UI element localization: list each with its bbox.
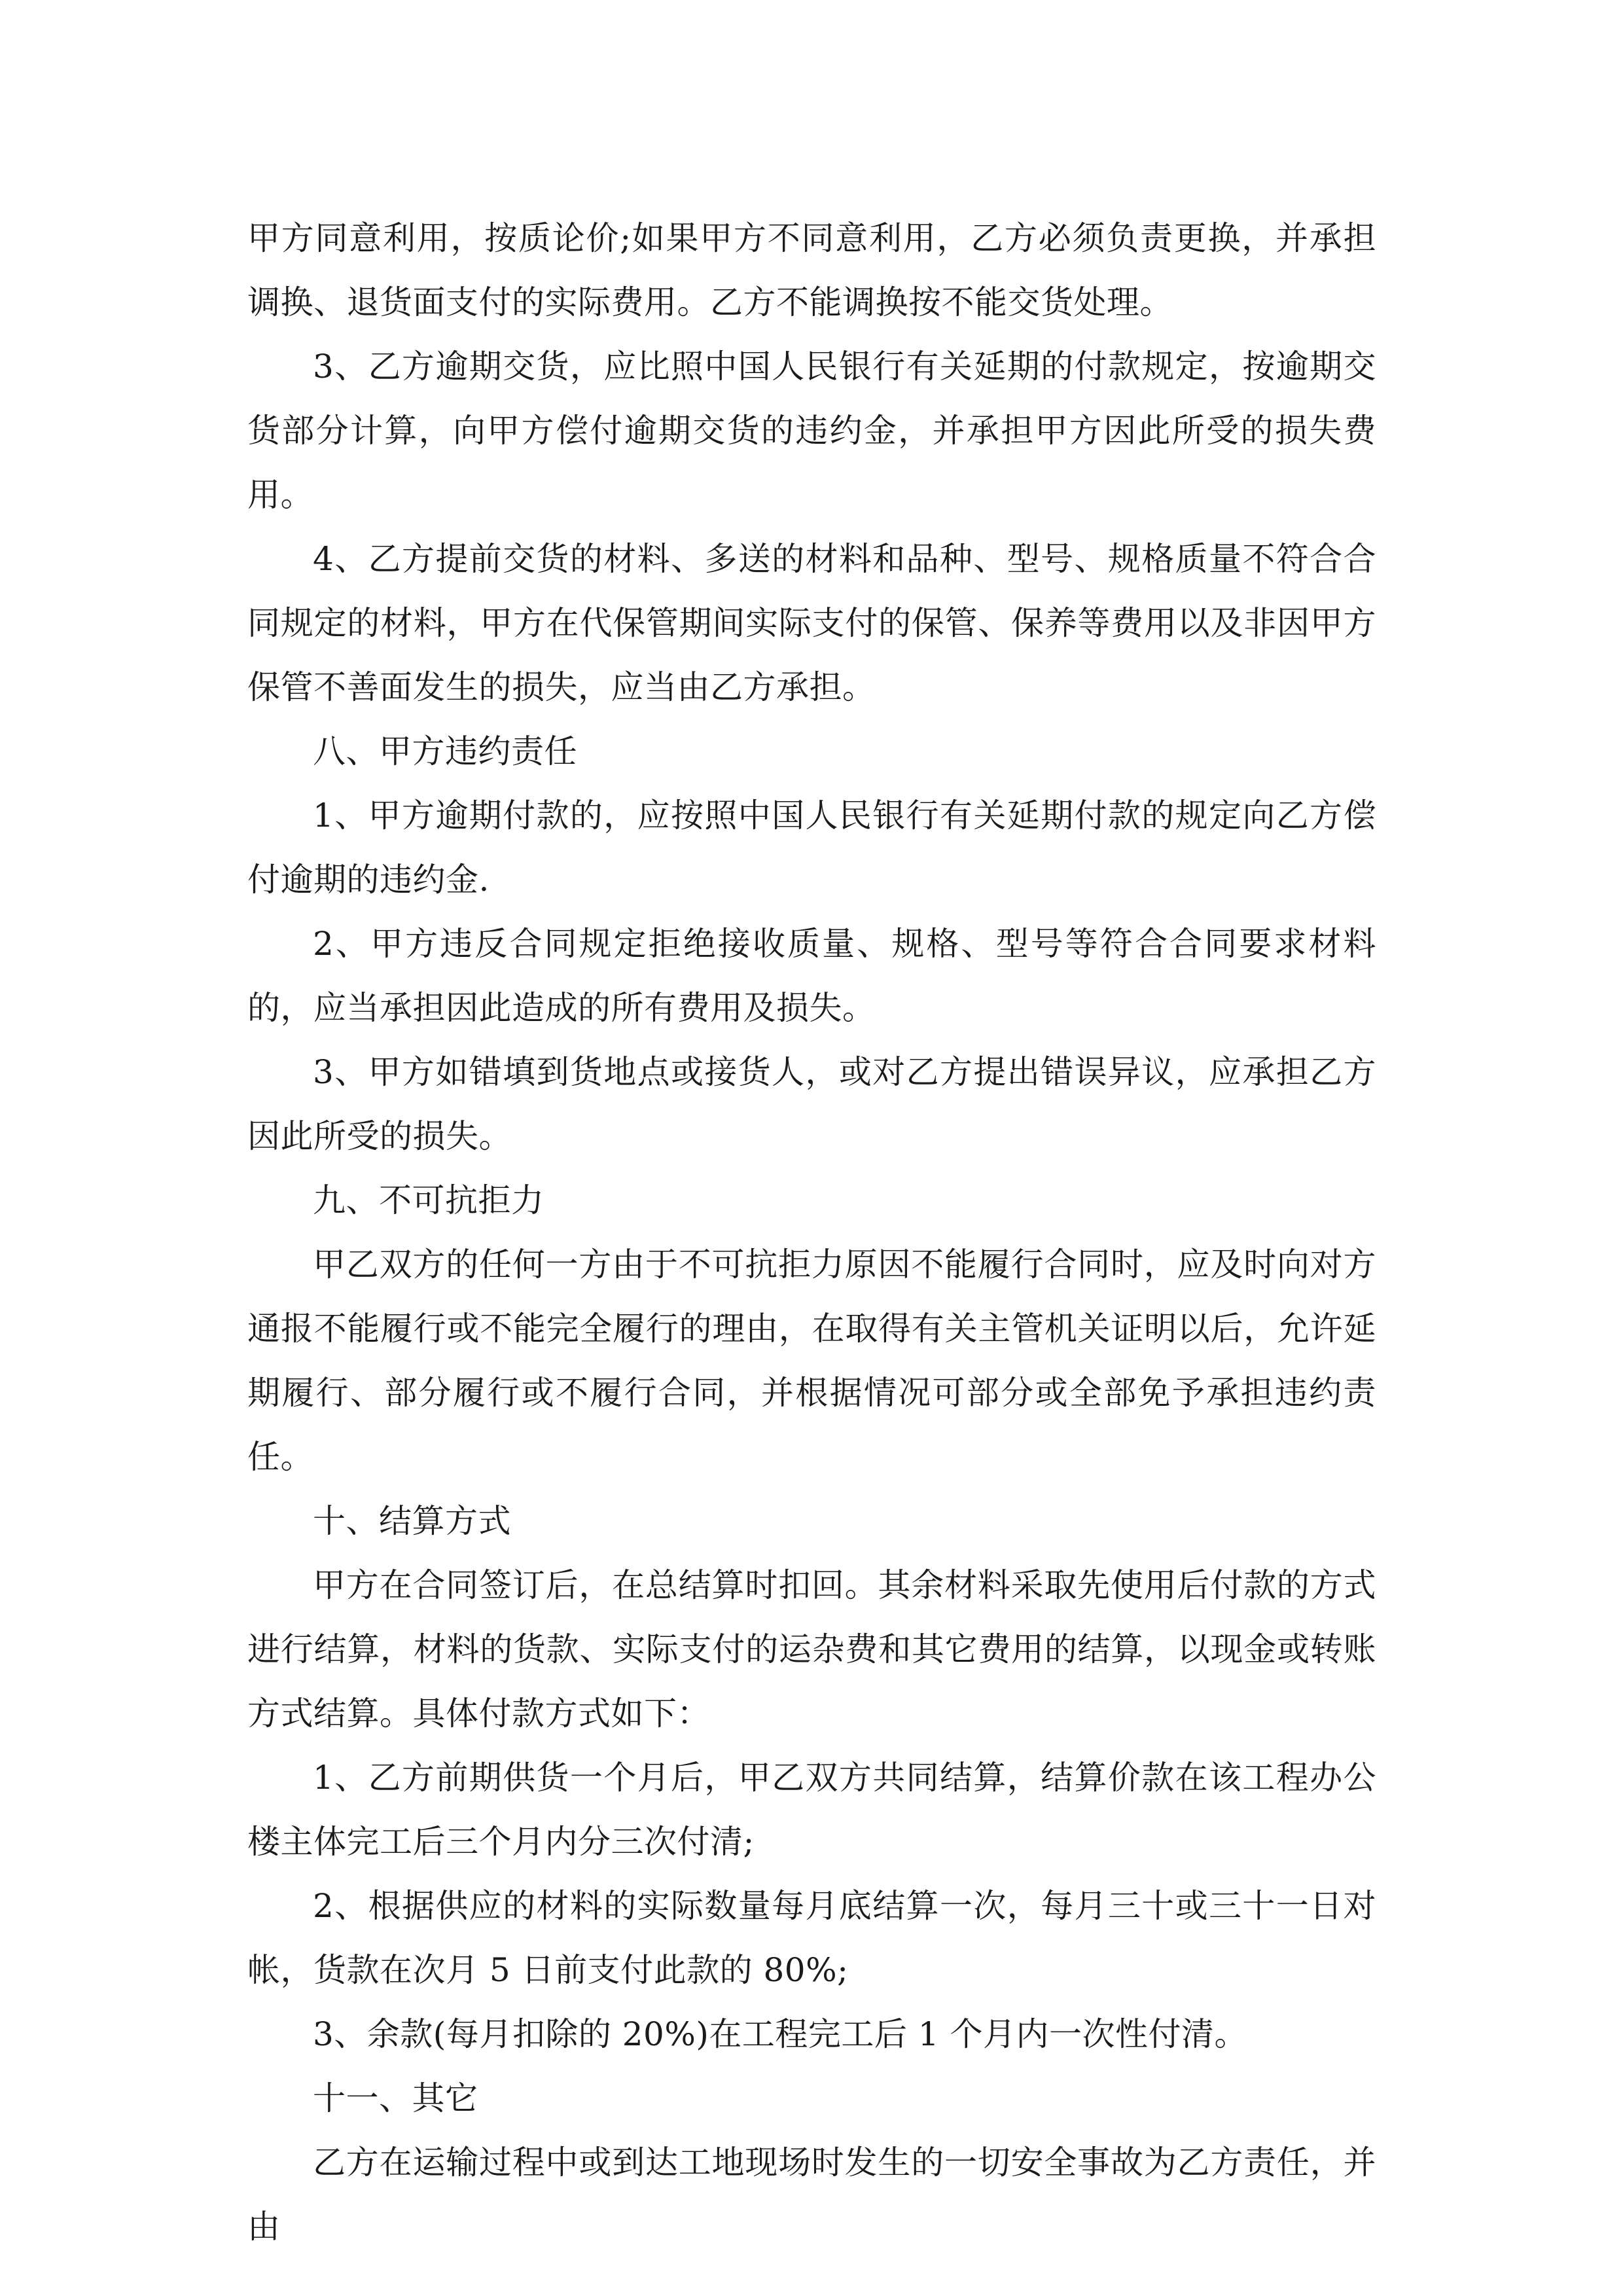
clause-10-3: 3、余款(每月扣除的 20%)在工程完工后 1 个月内一次性付清。	[313, 2015, 1247, 2053]
clause-8-3: 3、甲方如错填到货地点或接货人，或对乙方提出错误异议，应承担乙方因此所受的损失。	[247, 1053, 1376, 1155]
clause-10-2: 2、根据供应的材料的实际数量每月底结算一次，每月三十或三十一日对帐，货款在次月 5 日前支付此款的 80%;	[247, 1887, 1376, 1989]
clause-7-3: 3、乙方逾期交货，应比照中国人民银行有关延期的付款规定，按逾期交货部分计算，向甲方偿付逾期交货的违约金，并承担甲方因此所受的损失费用。	[247, 348, 1376, 514]
clause-10-body: 甲方在合同签订后，在总结算时扣回。其余材料采取先使用后付款的方式进行结算，材料的货款、实际支付的运杂费和其它费用的结算，以现金或转账方式结算。具体付款方式如下：	[247, 1566, 1376, 1732]
section-heading-11: 十一、其它	[313, 2079, 478, 2117]
paragraph-continued: 甲方同意利用，按质论价;如果甲方不同意利用，乙方必须负责更换，并承担调换、退货面支付的实际费用。乙方不能调换按不能交货处理。	[247, 219, 1376, 321]
clause-11-body: 乙方在运输过程中或到达工地现场时发生的一切安全事故为乙方责任，并由	[247, 2144, 1376, 2246]
clause-7-4: 4、乙方提前交货的材料、多送的材料和品种、型号、规格质量不符合合同规定的材料，甲方在代保管期间实际支付的保管、保养等费用以及非因甲方保管不善面发生的损失，应当由乙方承担。	[247, 540, 1376, 706]
section-heading-10: 十、结算方式	[313, 1502, 511, 1540]
document-body	[247, 206, 1376, 2259]
section-heading-9: 九、不可抗拒力	[313, 1181, 544, 1219]
clause-10-1: 1、乙方前期供货一个月后，甲乙双方共同结算，结算价款在该工程办公楼主体完工后三个月内分三次付清;	[247, 1759, 1376, 1861]
clause-8-2: 2、甲方违反合同规定拒绝接收质量、规格、型号等符合合同要求材料的，应当承担因此造成的所有费用及损失。	[247, 925, 1376, 1027]
section-heading-8: 八、甲方违约责任	[313, 732, 577, 770]
clause-9-body: 甲乙双方的任何一方由于不可抗拒力原因不能履行合同时，应及时向对方通报不能履行或不能完全履行的理由，在取得有关主管机关证明以后，允许延期履行、部分履行或不履行合同，并根据情况可部分或全部免予承担违约责任。	[247, 1246, 1376, 1476]
clause-8-1: 1、甲方逾期付款的，应按照中国人民银行有关延期付款的规定向乙方偿付逾期的违约金.	[247, 797, 1376, 899]
